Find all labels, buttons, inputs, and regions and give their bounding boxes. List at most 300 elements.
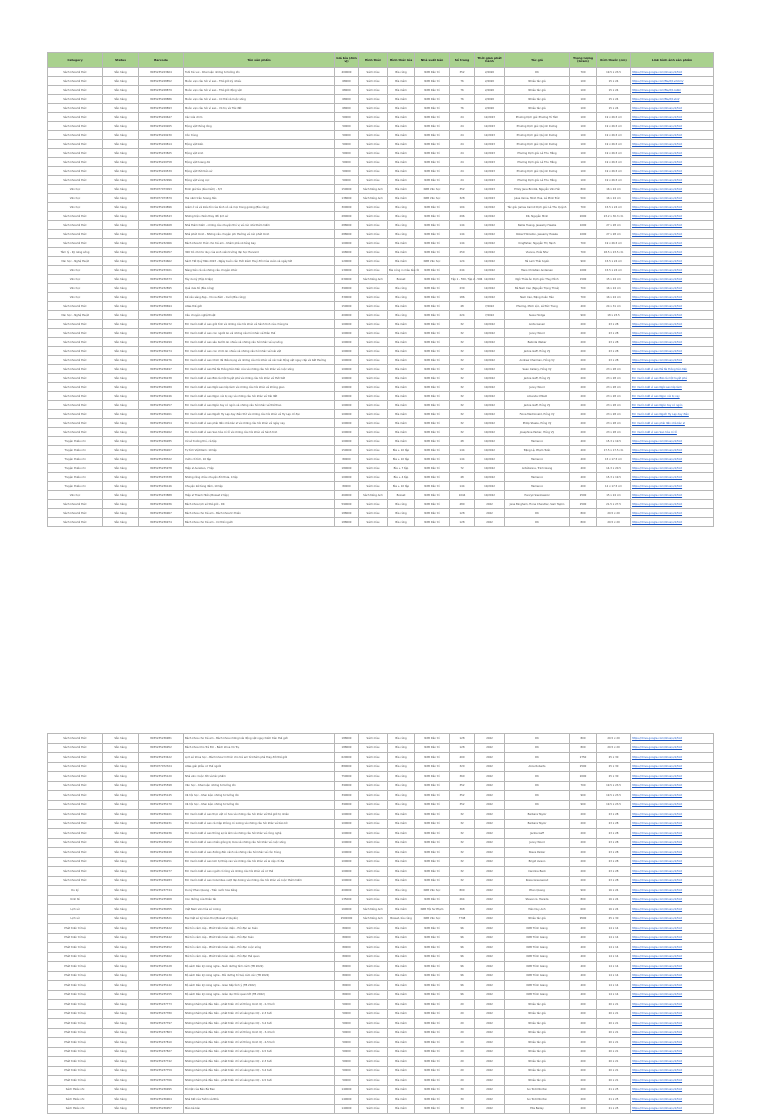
price-cell: 100000 [335, 347, 359, 356]
author-cell: Barbara Taylor [505, 810, 570, 820]
status-cell: Sẵn hàng [103, 509, 139, 518]
image-link-cell[interactable]: https://drive.google.com/drive/u/1/fold [631, 185, 714, 194]
table-row [48, 221, 714, 230]
header-format: Hình thức [359, 53, 388, 68]
product-name-cell: Động vật vùng cực [184, 176, 335, 185]
category-cell: Phát triển trí tuệ [48, 1019, 103, 1029]
cover-cell: Bìa cứng [388, 781, 415, 791]
image-link-cell[interactable]: https://drive.google.com/drive/u/1/fold [631, 113, 714, 122]
release-date-cell: 10/2022 [475, 455, 505, 464]
barcode-cell: 8935235229265 [139, 122, 184, 131]
image-link-cell[interactable]: Em muốn biết vì sao Bão là một tuyệt phá [631, 374, 714, 383]
product-name-cell: Em muốn biết vì sao cá mập không có xương và những câu hỏi khác về bào bờ [184, 819, 335, 829]
product-name-cell: Những khám phá đầu tiên - phát triển chỉ số sáng tạo CQ - 3-4 tuổi [184, 1019, 335, 1029]
weight-cell: 100 [570, 113, 597, 122]
size-cell: 23 x 28 [597, 838, 631, 848]
cover-cell: Boxset, bìa cứng [388, 914, 415, 924]
image-link-cell[interactable]: https://drive.google.com/file/d/1cabb/ [631, 86, 714, 95]
product-name-cell: Em muốn biết vì sao Đề tài thông tiên tiến của và những câu hỏi khác về cuộc sống [184, 365, 335, 374]
category-cell: Sách khoa tế thức [48, 365, 103, 374]
image-link-cell[interactable]: https://drive.google.com/drive/u/1/fold [631, 140, 714, 149]
cover-cell: Bìa + 7 tập [388, 464, 415, 473]
pages-cell: 24 [450, 122, 475, 131]
release-date-cell: 10/2022 [475, 383, 505, 392]
size-cell: 15.5 x 24 cm [597, 203, 631, 212]
cover-cell: Bìa + 10 tập [388, 455, 415, 464]
barcode-cell: 8935235236389 [139, 311, 184, 320]
product-name-cell: Xã hội học - Khai luận những tư tưởng lớn [184, 791, 335, 801]
barcode-cell: 8935235233422 [139, 753, 184, 763]
pages-cell: 244 [450, 266, 475, 275]
product-name-cell: Em muốn biết vì sao con chim ăn nhiều và những câu hỏi khác về loài vật [184, 347, 335, 356]
image-link-cell[interactable]: https://drive.google.com/drive/u/1/fold [631, 772, 714, 782]
price-cell: 100000 [335, 848, 359, 858]
image-link-cell[interactable]: https://drive.google.com/drive/u/1/fold [631, 971, 714, 981]
release-date-cell: 2022 [475, 857, 505, 867]
image-link-cell[interactable]: https://drive.google.com/drive/u/1/fold [631, 1104, 714, 1114]
publisher-cell: NXB Dân trí [415, 753, 450, 763]
image-link-cell[interactable]: https://drive.google.com/drive/u/1/fold [631, 791, 714, 801]
weight-cell: 700 [570, 203, 597, 212]
product-name-cell: Việt Nam văn hóa sử cương [184, 905, 335, 915]
image-link-cell[interactable]: https://drive.google.com/drive/u/1/fold [631, 952, 714, 962]
size-cell: 16 x 24 [597, 905, 631, 915]
status-cell: Sẵn hàng [103, 1076, 139, 1086]
image-link-cell[interactable]: https://drive.google.com/drive/u/1/fold [631, 239, 714, 248]
image-link-cell[interactable]: https://drive.google.com/drive/u/1/fold [631, 68, 714, 77]
status-cell: Sẵn hàng [103, 392, 139, 401]
image-link-cell[interactable]: Em muốn biết vì sao Ngôi sao lấp lánh [631, 383, 714, 392]
image-link-cell[interactable]: Em muốn biết vì sao Ngón tay có ngón [631, 401, 714, 410]
publisher-cell: NXB Dân trí [415, 446, 450, 455]
price-cell: 50000 [335, 149, 359, 158]
image-link-cell[interactable]: https://drive.google.com/drive/u/1/fold [631, 293, 714, 302]
pages-cell: 32 [450, 356, 475, 365]
category-cell: Sách khoa tế thức [48, 753, 103, 763]
table-row [48, 185, 714, 194]
image-link-cell[interactable]: https://drive.google.com/drive/u/1/fold [631, 962, 714, 972]
product-name-cell: Sách Tết Quý Mão 2023 - Ngày buồn cần thời kiêm thuỷ đổi mùa xuân và ngày tết [184, 257, 335, 266]
category-cell: Sách khoa tế thức [48, 838, 103, 848]
release-date-cell: 12/2023 [475, 149, 505, 158]
barcode-cell: 8935235232895 [139, 284, 184, 293]
table-row [48, 239, 714, 248]
image-link-cell[interactable]: Em muốn biết vì sao Ngọn núi bị cạy [631, 392, 714, 401]
image-link-cell[interactable]: Em muốn biết vì sao Đề tài thông tiên tiến [631, 365, 714, 374]
image-link-cell[interactable]: https://drive.google.com/drive/u/1/fold [631, 212, 714, 221]
price-cell: 100000 [335, 320, 359, 329]
header-publisher: Nhà xuất bản [415, 53, 450, 68]
price-cell: 140000 [335, 1095, 359, 1105]
barcode-cell: 8935235236276 [139, 356, 184, 365]
image-link-cell[interactable]: https://drive.google.com/drive/u/1/fold [631, 491, 714, 500]
release-date-cell: 12/2022 [475, 239, 505, 248]
pages-cell: 296 [450, 212, 475, 221]
author-cell: Phương Dịch giả: Lê Thu Hằng [505, 158, 570, 167]
image-link-cell[interactable]: https://drive.google.com/drive/u/1/fold [631, 302, 714, 311]
author-cell: Nhiều tác giả [505, 1047, 570, 1057]
release-date-cell: 7/2022 [475, 311, 505, 320]
product-name-cell: Em muốn biết vì sao giới tính và những câu hỏi khác về hành tinh của chúng ta [184, 320, 335, 329]
release-date-cell: 2022 [475, 924, 505, 934]
pages-cell: 32 [450, 428, 475, 437]
author-cell: Nhiều tác giả [505, 77, 570, 86]
image-link-cell[interactable]: https://drive.google.com/drive/u/1/fold [631, 829, 714, 839]
image-link-cell[interactable]: https://drive.google.com/drive/u/1/fold [631, 1066, 714, 1076]
image-link-cell[interactable]: https://drive.google.com/drive/u/1/fold [631, 1038, 714, 1048]
cover-cell: Bìa cứng [388, 293, 415, 302]
image-link-cell[interactable]: https://drive.google.com/drive/u/1/fold [631, 876, 714, 886]
price-cell: 400000 [335, 311, 359, 320]
size-cell: 20.5 x 29 [597, 509, 631, 518]
image-link-cell[interactable]: https://drive.google.com/drive/u/1/fold [631, 990, 714, 1000]
pages-cell: 128 [450, 518, 475, 527]
barcode-cell: 8935235228852 [139, 77, 184, 86]
size-cell: 19 x 26.5 cm [597, 149, 631, 158]
category-cell: Sách khoa tế thức [48, 791, 103, 801]
release-date-cell: 2022 [475, 990, 505, 1000]
release-date-cell: 2022 [475, 1000, 505, 1010]
image-link-cell[interactable]: https://drive.google.com/drive/u/1/fold [631, 311, 714, 320]
image-link-cell[interactable]: https://drive.google.com/drive/u/1/fold [631, 266, 714, 275]
size-cell: 14 x 14 [597, 924, 631, 934]
image-link-cell[interactable]: Em muốn biết vì sao Sao hỏa có lỗ [631, 428, 714, 437]
table-row [48, 86, 714, 95]
image-link-cell[interactable]: https://drive.google.com/drive/u/1/fold [631, 1076, 714, 1086]
image-link-cell[interactable]: https://drive.google.com/file/d/1v2cbm/ [631, 77, 714, 86]
product-name-cell: Mê hồn cảm cáp - Phát triển toàn diện - Hồi đặc an toàn [184, 924, 335, 934]
image-link-cell[interactable]: https://drive.google.com/drive/u/1/fold [631, 838, 714, 848]
format-cell: Sách màu [359, 86, 388, 95]
size-cell: 21 x 25 [597, 1085, 631, 1095]
table-row [48, 392, 714, 401]
weight-cell: 200 [570, 410, 597, 419]
price-cell: 390000 [335, 800, 359, 810]
size-cell: 18.5 x 23.5 cm [597, 248, 631, 257]
author-cell: Kingfisher, Nguyễn Thị Hạnh [505, 239, 570, 248]
image-link-cell[interactable]: https://drive.google.com/drive/u/1/fold [631, 1019, 714, 1029]
price-cell: 400000 [335, 886, 359, 896]
product-name-cell: Em muốn biết vì sao thông sự là làm và những câu hỏi khác về công nghệ [184, 829, 335, 839]
barcode-cell: 8935235236238 [139, 374, 184, 383]
format-cell: Sách màu [359, 886, 388, 896]
author-cell: DK [505, 68, 570, 77]
product-name-cell: Những khám phá đầu tiên - phát triển chỉ số sáng tạo CQ - 2-3 tuổi [184, 1009, 335, 1019]
image-link-cell[interactable]: https://drive.google.com/drive/u/1/fold [631, 857, 714, 867]
publisher-cell: NXB Dân trí [415, 924, 450, 934]
cover-cell: Bìa cứng [388, 886, 415, 896]
image-link-cell[interactable]: https://drive.google.com/drive/u/1/fold [631, 800, 714, 810]
publisher-cell: NXB Dân trí [415, 895, 450, 905]
release-date-cell: 10/2022 [475, 464, 505, 473]
image-link-cell[interactable]: https://drive.google.com/drive/u/1/fold [631, 905, 714, 915]
barcode-cell: 8935235236373 [139, 275, 184, 284]
product-name-cell: Em muốn biết vì sao kim tự tháp cao và những câu hỏi khác về ai cập cổ đại [184, 857, 335, 867]
table-row [48, 473, 714, 482]
image-link-cell[interactable]: https://drive.google.com/drive/u/1/fold [631, 284, 714, 293]
format-cell: Sách màu [359, 1038, 388, 1048]
image-link-cell[interactable]: https://drive.google.com/drive/u/1/fold [631, 203, 714, 212]
image-link-cell[interactable]: https://drive.google.com/drive/u/1/fold [631, 819, 714, 829]
image-link-cell[interactable]: https://drive.google.com/drive/u/1/fold [631, 734, 714, 744]
image-link-cell[interactable]: https://drive.google.com/drive/u/1/fold [631, 781, 714, 791]
image-link-cell[interactable]: https://drive.google.com/drive/u/1/fold [631, 356, 714, 365]
pages-cell: 32 [450, 848, 475, 858]
product-name-cell: Mê hồn cảm cáp - Phát triển toàn diện - Hồi đặc toàn [184, 933, 335, 943]
image-link-cell[interactable]: https://drive.google.com/drive/u/1/fold [631, 437, 714, 446]
table-row [48, 491, 714, 500]
image-link-cell[interactable]: https://drive.google.com/file/d/1vbd/ [631, 95, 714, 104]
author-cell: DK [505, 781, 570, 791]
barcode-cell: 8935235229647 [139, 113, 184, 122]
format-cell: Sách màu [359, 509, 388, 518]
image-link-cell[interactable]: https://drive.google.com/drive/u/1/fold [631, 1095, 714, 1105]
cover-cell: Bìa mềm [388, 952, 415, 962]
format-cell: Sách màu [359, 167, 388, 176]
image-link-cell[interactable]: https://drive.google.com/drive/u/1/fold [631, 1057, 714, 1067]
header-author: Tác giả [505, 53, 570, 68]
pages-cell: 24 [450, 158, 475, 167]
publisher-cell: NXB Dân trí [415, 113, 450, 122]
cover-cell: Bìa cứng [388, 203, 415, 212]
category-cell: Sách khoa tế thức [48, 356, 103, 365]
price-cell: 50000 [335, 1019, 359, 1029]
barcode-cell: 8935235236995 [139, 1085, 184, 1095]
image-link-cell[interactable]: https://drive.google.com/drive/u/1/fold [631, 104, 714, 113]
image-link-cell[interactable]: https://drive.google.com/drive/u/1/fold [631, 1000, 714, 1010]
publisher-cell: NXB Văn học [415, 194, 450, 203]
pages-cell: 32 [450, 810, 475, 820]
product-name-cell: Nhà văn: Cuộc đời và tác phẩm [184, 772, 335, 782]
table-row [48, 1047, 714, 1057]
image-link-cell[interactable]: https://drive.google.com/drive/u/1/fold [631, 933, 714, 943]
image-link-cell[interactable]: https://drive.google.com/drive/u/1/fold [631, 482, 714, 491]
status-cell: Sẵn hàng [103, 1038, 139, 1048]
category-cell: Kinh tế [48, 895, 103, 905]
format-cell: Sách màu [359, 284, 388, 293]
image-link-cell[interactable]: Em muốn biết vì sao Người Hy Lạp dạy điền [631, 410, 714, 419]
image-link-cell[interactable]: https://drive.google.com/drive/u/1/fold [631, 221, 714, 230]
size-cell: 20.5 x 29 [597, 743, 631, 753]
release-date-cell: 2022 [475, 743, 505, 753]
release-date-cell: 10/2022 [475, 338, 505, 347]
publisher-cell: NXB Dân trí [415, 482, 450, 491]
barcode-cell: 8935235236277 [139, 867, 184, 877]
barcode-cell: 8935235236261 [139, 410, 184, 419]
author-cell: Jackie Gaff, Hồng Vỹ [505, 347, 570, 356]
author-cell: Jules Verne, Minh Hoa, Lê Minh Đức [505, 194, 570, 203]
price-cell: 50000 [335, 131, 359, 140]
category-cell: Sách khoa tế thức [48, 500, 103, 509]
table-row [48, 455, 714, 464]
barcode-cell: 8935235235142 [139, 981, 184, 991]
pages-cell: 320 [450, 762, 475, 772]
status-cell: Sẵn hàng [103, 886, 139, 896]
image-link-cell[interactable]: https://drive.google.com/drive/u/1/fold [631, 230, 714, 239]
author-cell: Robert Winston, Jessamy Hawke [505, 230, 570, 239]
header-release-date: Thời gian phát hành [475, 53, 505, 68]
pages-cell: 48 [450, 302, 475, 311]
author-cell: Jenny Wood [505, 383, 570, 392]
size-cell: 15.5 x 24 cm [597, 266, 631, 275]
pages-cell: 76 [450, 95, 475, 104]
publisher-cell: NXB Dân trí [415, 518, 450, 527]
status-cell: Sẵn hàng [103, 1104, 139, 1114]
pages-cell: 24 [450, 131, 475, 140]
table-row [48, 734, 714, 744]
image-link-cell[interactable]: https://drive.google.com/drive/u/1/fold [631, 167, 714, 176]
cover-cell: Bìa mềm [388, 1047, 415, 1057]
cover-cell: Bìa mềm [388, 131, 415, 140]
image-link-cell[interactable]: https://drive.google.com/drive/u/1/fold [631, 914, 714, 924]
image-link-cell[interactable]: https://drive.google.com/drive/u/1/fold [631, 1047, 714, 1057]
release-date-cell: 12/2022 [475, 221, 505, 230]
cover-cell: Boxset [388, 275, 415, 284]
image-link-cell[interactable]: https://drive.google.com/drive/u/1/fold [631, 275, 714, 284]
image-link-cell[interactable]: https://drive.google.com/drive/u/1/fold [631, 743, 714, 753]
status-cell: Sẵn hàng [103, 482, 139, 491]
price-cell: 100000 [335, 829, 359, 839]
publisher-cell: NXB Dân trí [415, 1000, 450, 1010]
image-link-cell[interactable]: https://drive.google.com/drive/u/1/fold [631, 257, 714, 266]
cover-cell: Bìa mềm [388, 410, 415, 419]
product-name-cell: Em muốn biết vì sao Ngón tay có ngón và những câu hỏi khác về thể thao [184, 401, 335, 410]
product-name-cell: Hai năm trên hoang đảo [184, 194, 335, 203]
category-cell: Sách khoa tế thức [48, 867, 103, 877]
product-name-cell: Mê hồn cảm cáp - Phát triển toàn diện - Hồi đặc thế quan [184, 952, 335, 962]
publisher-cell: NXB Dân trí [415, 829, 450, 839]
format-cell: Sách màu [359, 1047, 388, 1057]
image-link-cell[interactable]: https://drive.google.com/drive/u/1/fold [631, 131, 714, 140]
table-row [48, 131, 714, 140]
size-cell: 15 x 24 [597, 104, 631, 113]
image-link-cell[interactable]: https://drive.google.com/drive/u/1/fold [631, 518, 714, 527]
status-cell: Sẵn hàng [103, 829, 139, 839]
pages-cell: 96 [450, 971, 475, 981]
product-name-cell: Bách khoa cho trẻ em - Bách khoa những loài động vật nguy hiểm trên thế giới [184, 734, 335, 744]
image-link-cell[interactable]: https://drive.google.com/drive/u/1/fold [631, 176, 714, 185]
image-link-cell[interactable]: https://drive.google.com/drive/u/1/fold [631, 867, 714, 877]
barcode-cell: 8935235237810 [139, 1038, 184, 1048]
size-cell: 20 x 21 [597, 1019, 631, 1029]
publisher-cell: NXB Dân trí [415, 781, 450, 791]
image-link-cell[interactable]: https://drive.google.com/drive/u/1/fold [631, 848, 714, 858]
status-cell: Sẵn hàng [103, 320, 139, 329]
product-name-cell: Chuyện kể hàng đêm, 10 tập [184, 482, 335, 491]
size-cell: 23 x 28 [597, 819, 631, 829]
image-link-cell[interactable]: https://drive.google.com/drive/u/1/fold [631, 924, 714, 934]
status-cell: Sẵn hàng [103, 401, 139, 410]
size-cell: 23 x 28 cm [597, 428, 631, 437]
product-name-cell: Em muốn biết vì sao Ngôi sao lấp lánh và những câu hỏi khác về không gian [184, 383, 335, 392]
price-cell: 100000 [335, 410, 359, 419]
image-link-cell[interactable]: https://drive.google.com/drive/u/1/fold [631, 455, 714, 464]
image-link-cell[interactable]: Em muốn biết vì sao phải đến nhà bác sĩ [631, 419, 714, 428]
price-cell: 135000 [335, 895, 359, 905]
pages-cell: 24 [450, 176, 475, 185]
size-cell: 20 x 21 [597, 1009, 631, 1019]
image-link-cell[interactable]: https://drive.google.com/drive/u/1/fold [631, 464, 714, 473]
product-name-cell: Bách khoa cho trẻ em - Bách khoa tri thiên [184, 509, 335, 518]
publisher-cell: NXB Dân trí [415, 1066, 450, 1076]
image-link-cell[interactable]: https://drive.google.com/drive/u/1/fold [631, 753, 714, 763]
release-date-cell: 12/2022 [475, 266, 505, 275]
status-cell: Sẵn hàng [103, 518, 139, 527]
image-link-cell[interactable]: https://drive.google.com/drive/u/1/fold [631, 158, 714, 167]
image-link-cell[interactable]: https://drive.google.com/drive/u/1/fold [631, 473, 714, 482]
weight-cell: 400 [570, 924, 597, 934]
weight-cell: 1000 [570, 266, 597, 275]
price-cell: 100000 [335, 383, 359, 392]
image-link-cell[interactable]: https://drive.google.com/drive/u/1/fold [631, 762, 714, 772]
image-link-cell[interactable]: https://drive.google.com/drive/u/1/fold [631, 149, 714, 158]
image-link-cell[interactable]: https://drive.google.com/drive/u/1/fold [631, 886, 714, 896]
image-link-cell[interactable]: https://drive.google.com/drive/u/1/fold [631, 446, 714, 455]
image-link-cell[interactable]: https://drive.google.com/drive/u/1/fold [631, 122, 714, 131]
status-cell: Sẵn hàng [103, 446, 139, 455]
cover-cell: Bìa mềm [388, 95, 415, 104]
publisher-cell: NXB Dân trí [415, 1038, 450, 1048]
image-link-cell[interactable]: https://drive.google.com/drive/u/1/fold [631, 320, 714, 329]
image-link-cell[interactable]: https://drive.google.com/drive/u/1/fold [631, 248, 714, 257]
cover-cell: Bìa mềm [388, 365, 415, 374]
weight-cell: 400 [570, 437, 597, 446]
author-cell: Nhiều tác giả [505, 95, 570, 104]
publisher-cell: NXB Dân trí [415, 990, 450, 1000]
format-cell: Sách màu [359, 895, 388, 905]
image-link-cell[interactable]: https://drive.google.com/drive/u/1/fold [631, 500, 714, 509]
image-link-cell[interactable]: https://drive.google.com/drive/u/1/fold [631, 509, 714, 518]
size-cell: 23 x 28 cm [597, 383, 631, 392]
author-cell: Nhiều tác giả [505, 86, 570, 95]
image-link-cell[interactable]: https://drive.google.com/drive/u/1/fold [631, 338, 714, 347]
weight-cell: 200 [570, 347, 597, 356]
image-link-cell[interactable]: https://drive.google.com/drive/u/1/fold [631, 347, 714, 356]
pages-cell: 20 [450, 1000, 475, 1010]
weight-cell: 100 [570, 167, 597, 176]
image-link-cell[interactable]: https://drive.google.com/drive/u/1/fold [631, 895, 714, 905]
image-link-cell[interactable]: https://drive.google.com/drive/u/1/fold [631, 943, 714, 953]
image-link-cell[interactable]: https://drive.google.com/drive/u/1/fold [631, 1085, 714, 1095]
image-link-cell[interactable]: https://drive.google.com/drive/u/1/fold [631, 981, 714, 991]
table-row [48, 500, 714, 509]
status-cell: Sẵn hàng [103, 455, 139, 464]
release-date-cell: 10/2022 [475, 410, 505, 419]
status-cell: Sẵn hàng [103, 104, 139, 113]
image-link-cell[interactable]: https://drive.google.com/drive/u/1/fold [631, 329, 714, 338]
release-date-cell: 12/2022 [475, 203, 505, 212]
release-date-cell: 2022 [475, 1066, 505, 1076]
image-link-cell[interactable]: https://drive.google.com/drive/u/1/fold [631, 194, 714, 203]
category-cell: Sách khoa tế thức [48, 428, 103, 437]
barcode-cell: 8935235235145 [139, 791, 184, 801]
weight-cell: 200 [570, 383, 597, 392]
price-cell: 80000 [335, 952, 359, 962]
format-cell: Sách màu [359, 943, 388, 953]
publisher-cell: NXB Dân trí [415, 221, 450, 230]
weight-cell: 200 [570, 867, 597, 877]
image-link-cell[interactable]: https://drive.google.com/drive/u/1/fold [631, 810, 714, 820]
status-cell: Sẵn hàng [103, 1028, 139, 1038]
image-link-cell[interactable]: https://drive.google.com/drive/u/1/fold [631, 1009, 714, 1019]
image-link-cell[interactable]: https://drive.google.com/drive/u/1/fold [631, 1028, 714, 1038]
category-cell: Sách khoa tế thức [48, 772, 103, 782]
cover-cell: Bìa mềm [388, 924, 415, 934]
status-cell: Sẵn hàng [103, 971, 139, 981]
price-cell: 168000 [335, 248, 359, 257]
author-cell: Emily Jane Brontë, Nguyễn Văn Hải [505, 185, 570, 194]
size-cell: 23 x 28 cm [597, 392, 631, 401]
